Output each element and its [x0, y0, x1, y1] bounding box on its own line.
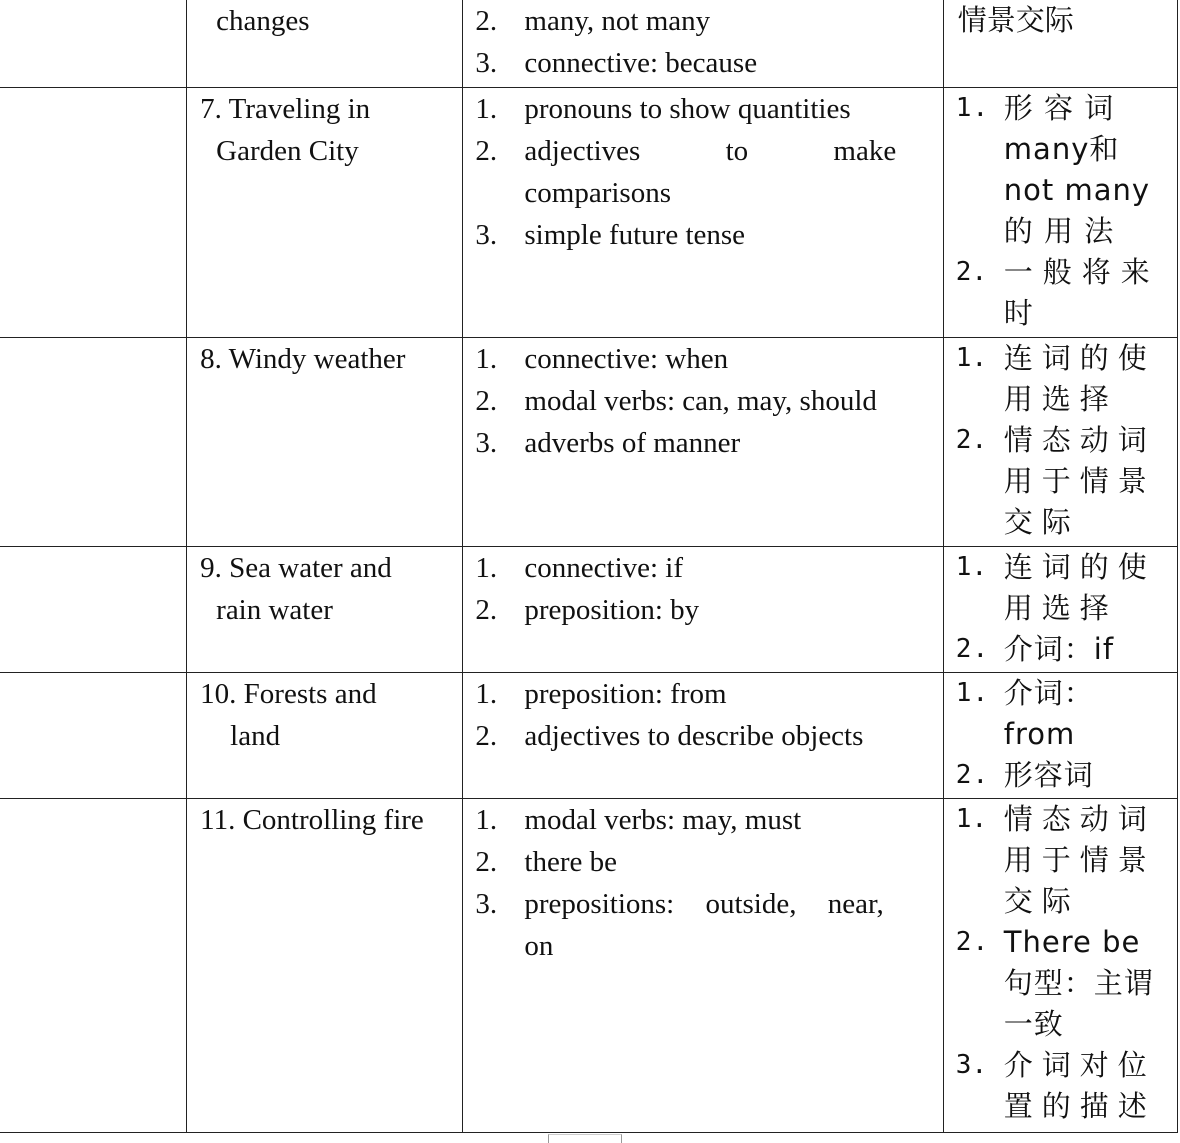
- blank-column-cell: [0, 0, 187, 87]
- list-item: 1. modal verbs: may, must: [475, 803, 802, 836]
- unit-cell: [187, 0, 463, 87]
- unit-cell: [187, 87, 463, 337]
- chinese-notes-cell: [943, 87, 1177, 337]
- unit-cell: [187, 798, 463, 1132]
- list-item: 2. 情态动词用于情景交际: [955, 422, 1156, 539]
- unit-title: 9. Sea water and rain water: [200, 551, 392, 626]
- list-item: 1. connective: when: [475, 342, 729, 375]
- language-focus-cell: [463, 798, 943, 1132]
- table-row: [0, 0, 1178, 87]
- table-row: [0, 798, 1178, 1132]
- unit-cell: [187, 337, 463, 546]
- language-focus-cell: [463, 87, 943, 337]
- unit-title: 11. Controlling fire: [200, 803, 424, 836]
- language-focus-cell: [463, 337, 943, 546]
- list-item: 3. adverbs of manner: [475, 426, 741, 459]
- list-item: 2. 一般将来时: [955, 254, 1160, 330]
- chinese-note: 情景交际: [957, 3, 1074, 37]
- language-focus-cell: [463, 0, 943, 87]
- list-item: 1. 介词：from: [955, 675, 1094, 751]
- list-item: 2. modal verbs: can, may, should: [475, 384, 877, 417]
- unit-title: changes: [216, 5, 310, 37]
- list-item: 1. preposition: from: [475, 677, 727, 710]
- blank-column-cell: [0, 337, 187, 546]
- chinese-notes-cell: [943, 0, 1177, 87]
- blank-column-cell: [0, 87, 187, 337]
- table-row: [0, 672, 1178, 798]
- list-item: 3. connective: because: [475, 47, 758, 79]
- list-item: 1. pronouns to show quantities: [475, 92, 851, 125]
- list-item: 1. 连词的使用选择: [955, 549, 1156, 625]
- unit-title: 7. Traveling in Garden City: [200, 92, 371, 167]
- language-focus-cell: [463, 546, 943, 672]
- unit-title: 8. Windy weather: [200, 342, 406, 375]
- table-row: [0, 546, 1178, 672]
- chinese-notes-cell: [943, 546, 1177, 672]
- unit-cell: [187, 546, 463, 672]
- chinese-notes-cell: [943, 672, 1177, 798]
- chinese-notes-cell: [943, 798, 1177, 1132]
- list-item: 3. simple future tense: [475, 218, 746, 251]
- table-row: [0, 87, 1178, 337]
- blank-column-cell: [0, 546, 187, 672]
- list-item: 1. 形 容 词 many和not many 的 用 法: [955, 90, 1151, 248]
- blank-column-cell: [0, 672, 187, 798]
- list-item: 2. 介词：if: [955, 631, 1115, 666]
- list-item: 3. prepositions: outside, near, on: [475, 887, 884, 962]
- list-item: 1. 情态动词用于情景交际: [955, 801, 1156, 918]
- list-item: 2. adjectives to describe objects: [475, 719, 864, 752]
- unit-title: 10. Forests and land: [200, 677, 377, 752]
- blank-column-cell: [0, 798, 187, 1132]
- list-item: 2. adjectives to make comparisons: [475, 134, 897, 209]
- chinese-notes-cell: [943, 337, 1177, 546]
- list-item: 2. there be: [475, 845, 617, 878]
- list-item: 2. preposition: by: [475, 593, 700, 626]
- list-item: 3. 介词对位置的描述: [955, 1047, 1156, 1123]
- list-item: 2. many, not many: [475, 5, 711, 37]
- unit-cell: [187, 672, 463, 798]
- language-focus-cell: [463, 672, 943, 798]
- list-item: 1. connective: if: [475, 551, 684, 584]
- list-item: 1. 连词的使用选择: [955, 340, 1156, 416]
- list-item: 2. 形容词: [955, 757, 1094, 792]
- table-row: [0, 337, 1178, 546]
- list-item: 2. There be 句型：主谓一致: [955, 924, 1154, 1041]
